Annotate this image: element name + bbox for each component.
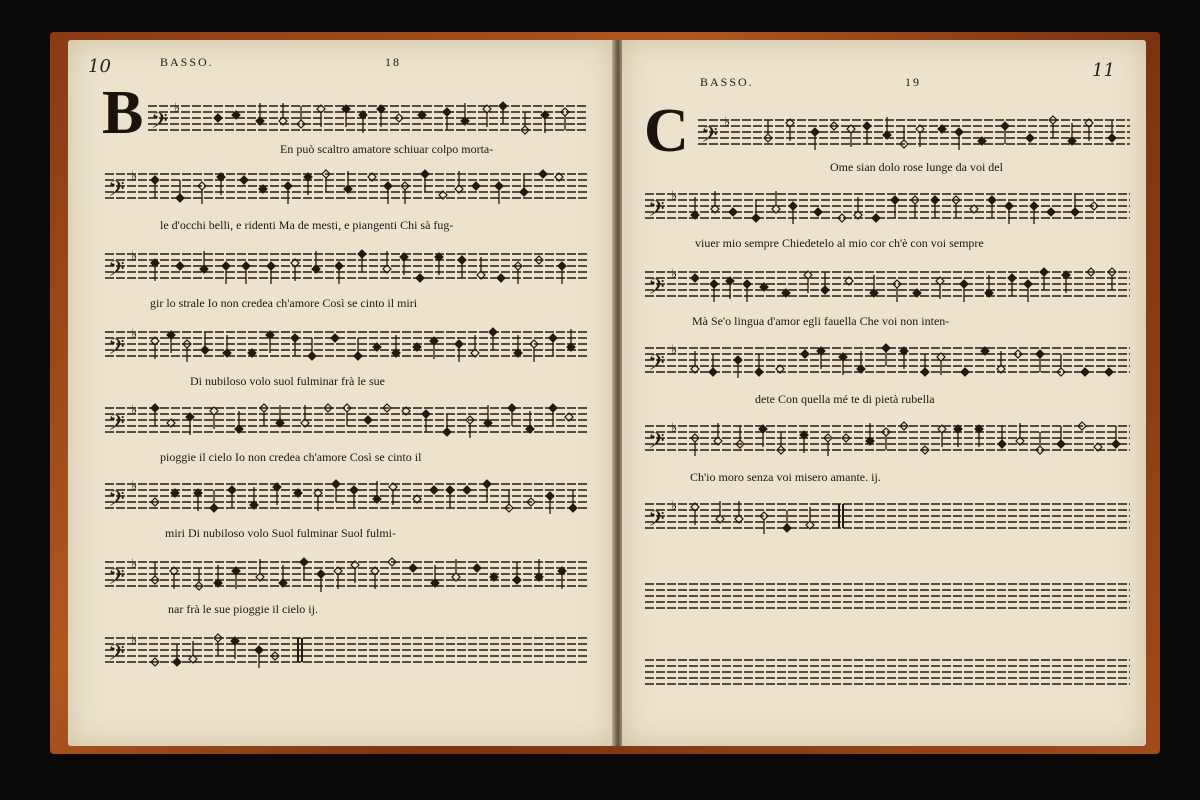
left-ms-number: 10 bbox=[88, 56, 111, 77]
svg-text:♭: ♭ bbox=[671, 267, 678, 282]
left-staff-4 bbox=[105, 318, 587, 368]
svg-text:♭: ♭ bbox=[131, 169, 138, 184]
svg-text:♭: ♭ bbox=[131, 249, 138, 264]
right-lyric-4: dete Con quella mé te di pietà rubella bbox=[755, 392, 935, 406]
left-lyric-7: nar frà le sue pioggie il cielo ij. bbox=[168, 602, 318, 616]
right-empty-staff-2 bbox=[645, 646, 1130, 696]
svg-text:♭: ♭ bbox=[131, 557, 138, 572]
svg-text:♭: ♭ bbox=[671, 421, 678, 436]
left-lyric-5: pioggie il cielo Io non credea ch'amore Così se cinto il bbox=[160, 450, 422, 464]
left-staff-6 bbox=[105, 470, 587, 520]
svg-text:𝄢: 𝄢 bbox=[108, 257, 125, 287]
left-staff-5 bbox=[105, 394, 587, 444]
left-initial-letter: B bbox=[102, 79, 144, 147]
svg-text:♭: ♭ bbox=[671, 189, 678, 204]
svg-text:𝄢: 𝄢 bbox=[108, 641, 125, 671]
left-lyric-4: Di nubiloso volo suol fulminar frà le sue bbox=[190, 374, 385, 388]
svg-text:𝄢: 𝄢 bbox=[108, 177, 125, 207]
svg-text:𝄢: 𝄢 bbox=[108, 411, 125, 441]
left-lyric-1: En può scaltro amatore schiuar colpo morta- bbox=[280, 142, 494, 156]
svg-text:𝄢: 𝄢 bbox=[108, 565, 125, 595]
svg-text:𝄢: 𝄢 bbox=[701, 123, 718, 153]
svg-text:♭: ♭ bbox=[131, 479, 138, 494]
svg-text:𝄢: 𝄢 bbox=[108, 487, 125, 517]
right-staff-5 bbox=[645, 412, 1130, 462]
right-lyric-1: Ome sian dolo rose lunge da voi del bbox=[830, 160, 1003, 174]
svg-text:𝄢: 𝄢 bbox=[108, 335, 125, 365]
svg-text:♭: ♭ bbox=[724, 115, 731, 130]
right-lyric-3: Mà Se'o lingua d'amor egli fauella Che voi non inten- bbox=[692, 314, 950, 328]
left-lyric-2: le d'occhi belli, e ridenti Ma de mesti, e piangenti Chi sà fug- bbox=[160, 218, 454, 232]
left-part-name: BASSO. bbox=[160, 55, 214, 69]
svg-text:𝄢: 𝄢 bbox=[648, 351, 665, 381]
left-lyric-6: miri Di nubiloso volo Suol fulminar Suol fulmi- bbox=[165, 526, 396, 540]
right-page-number: 19 bbox=[905, 75, 921, 89]
right-empty-staff-1 bbox=[645, 570, 1130, 620]
svg-text:♭: ♭ bbox=[131, 403, 138, 418]
right-staff-2 bbox=[645, 180, 1130, 230]
svg-text:𝄢: 𝄢 bbox=[648, 275, 665, 305]
svg-text:𝄢: 𝄢 bbox=[151, 109, 168, 139]
right-staff-3 bbox=[645, 258, 1130, 308]
right-lyric-5: Ch'io moro senza voi misero amante. ij. bbox=[690, 470, 881, 484]
right-initial-letter: C bbox=[644, 97, 689, 165]
svg-text:𝄢: 𝄢 bbox=[648, 429, 665, 459]
svg-text:♭: ♭ bbox=[174, 101, 181, 116]
right-staff-1 bbox=[698, 106, 1130, 156]
svg-text:𝄢: 𝄢 bbox=[648, 507, 665, 537]
right-part-name: BASSO. bbox=[700, 75, 754, 89]
svg-text:♭: ♭ bbox=[671, 499, 678, 514]
svg-text:𝄢: 𝄢 bbox=[648, 197, 665, 227]
left-staff-3 bbox=[105, 240, 587, 290]
left-staff-7 bbox=[105, 548, 587, 598]
right-staff-4 bbox=[645, 334, 1130, 384]
svg-text:♭: ♭ bbox=[131, 633, 138, 648]
right-lyric-2: viuer mio sempre Chiedetelo al mio cor ch'è con voi sempre bbox=[695, 236, 984, 250]
svg-text:♭: ♭ bbox=[671, 343, 678, 358]
svg-text:♭: ♭ bbox=[131, 327, 138, 342]
right-ms-number: 11 bbox=[1092, 60, 1115, 81]
left-staff-1 bbox=[148, 92, 588, 142]
left-lyric-3: gir lo strale Io non credea ch'amore Così se cinto il miri bbox=[150, 296, 418, 310]
left-page-number: 18 bbox=[385, 55, 401, 69]
left-staff-8 bbox=[105, 624, 587, 674]
right-staff-6 bbox=[645, 490, 1130, 540]
left-staff-2 bbox=[105, 160, 587, 210]
